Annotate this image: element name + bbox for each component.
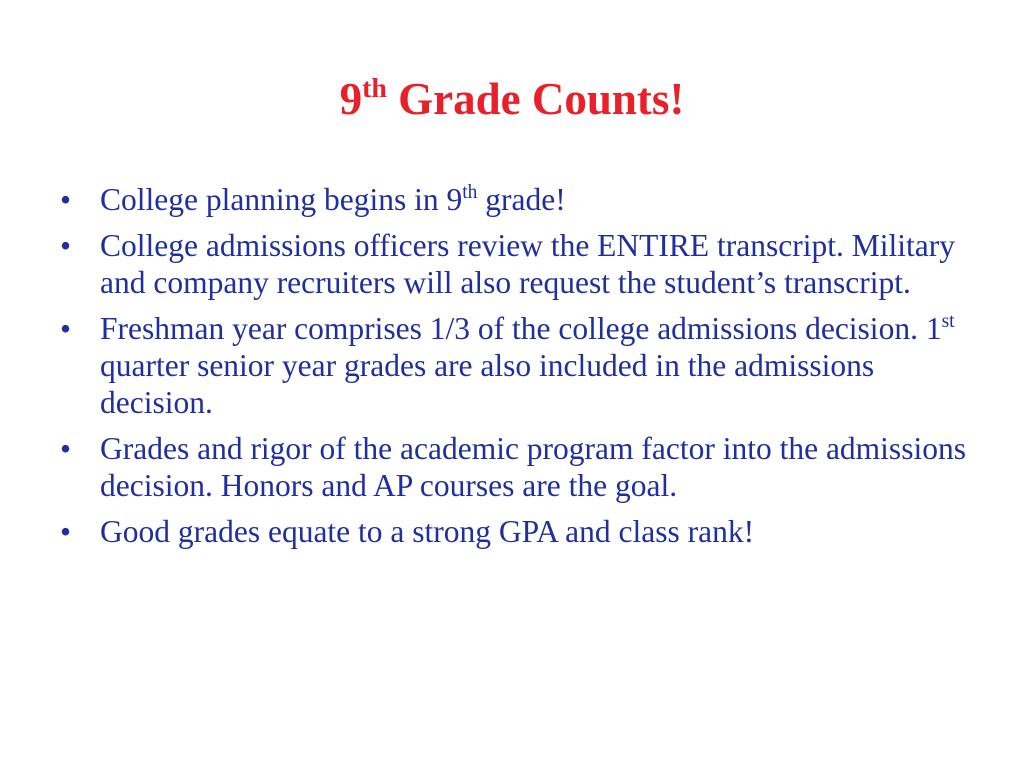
bullet-text-part: College admissions officers review the ENTIRE transcript. Military and company recruiters will also request the student’s transcript.	[100, 228, 955, 300]
bullet-list	[58, 181, 978, 559]
bullet-text	[100, 228, 955, 300]
bullet-text-part: Good grades equate to a strong GPA and class rank!	[100, 514, 755, 549]
bullet-icon: •	[60, 311, 72, 346]
bullet-item	[58, 430, 978, 504]
title-text: Grade Counts!	[386, 74, 685, 124]
bullet-superscript: st	[941, 310, 955, 332]
bullet-item	[58, 513, 978, 550]
bullet-superscript: th	[462, 181, 478, 203]
bullet-icon: •	[60, 228, 72, 263]
bullet-icon: •	[60, 182, 72, 217]
bullet-text-part: College planning begins in 9	[100, 182, 463, 217]
bullet-text	[100, 431, 966, 503]
bullet-item	[58, 181, 978, 218]
bullet-text-part: quarter senior year grades are also included in the admissions decision.	[100, 348, 875, 420]
bullet-text	[100, 514, 754, 549]
bullet-icon: •	[60, 431, 72, 466]
slide-title	[0, 64, 1024, 134]
bullet-text-part: grade!	[477, 182, 566, 217]
bullet-text-part: Grades and rigor of the academic program factor into the admissions decision. Honors and AP courses are the goal.	[100, 431, 966, 503]
bullet-text-part: Freshman year comprises 1/3 of the college admissions decision. 1	[100, 311, 942, 346]
bullet-text	[100, 311, 955, 420]
bullet-text	[100, 182, 566, 217]
bullet-item	[58, 310, 978, 421]
bullet-item	[58, 227, 978, 301]
title-superscript: th	[362, 72, 387, 104]
bullet-icon: •	[60, 514, 72, 549]
title-number: 9	[339, 74, 363, 124]
